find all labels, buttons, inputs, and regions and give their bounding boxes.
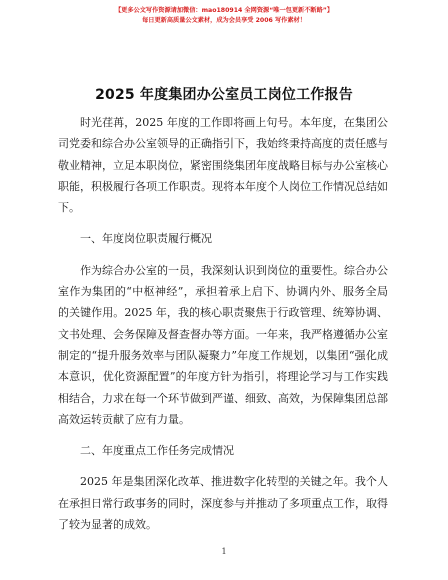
section-1-paragraph: 作为综合办公室的一员，我深刻认识到岗位的重要性。综合办公室作为集团的“中枢神经”，承担着承上启下、协调内外、服务全局的关键作用。2025 年，我的核心职责聚焦于行政管理、统筹协调、文书处理、会务保障及督查督办等方面。一年来，我严格遵循办公室制定的“提升服务效率与团队凝聚力”年度工作规划，以集团“强化成本意识，优化资源配置”的年度方针为指引，将理论学习与工作实践相结合，力求在每一个环节做到严谨、细致、高效，为保障集团总部高效运转贡献了应有力量。 — [58, 263, 388, 426]
promo-banner-line-1: 【更多公文写作资源请加微信：mao180914 全网资源“唯一包更新不断路”】 — [114, 7, 334, 14]
section-heading-2: 二、年度重点工作任务完成情况 — [80, 444, 234, 458]
document-title: 2025 年度集团办公室员工岗位工作报告 — [95, 87, 353, 103]
promo-banner — [0, 6, 448, 26]
intro-paragraph: 时光荏苒，2025 年度的工作即将画上句号。本年度，在集团公司党委和综合办公室领导的正确指引下，我始终秉持高度的责任感与敬业精神，立足本职岗位，紧密围绕集团年度战略目标与办公室核心职能，积极履行各项工作职责。现将本年度个人岗位工作情况总结如下。 — [58, 116, 388, 215]
section-2-paragraph: 2025 年是集团深化改革、推进数字化转型的关键之年。我个人在承担日常行政事务的同时，深度参与并推动了多项重点工作，取得了较为显著的成效。 — [58, 475, 388, 532]
section-heading-1: 一、年度岗位职责履行概况 — [80, 232, 212, 246]
document-body — [58, 112, 388, 535]
page-number: 1 — [221, 547, 227, 556]
promo-banner-line-2: 每日更新高质量公文素材，成为会员享受 2006 写作素材！ — [142, 17, 306, 24]
